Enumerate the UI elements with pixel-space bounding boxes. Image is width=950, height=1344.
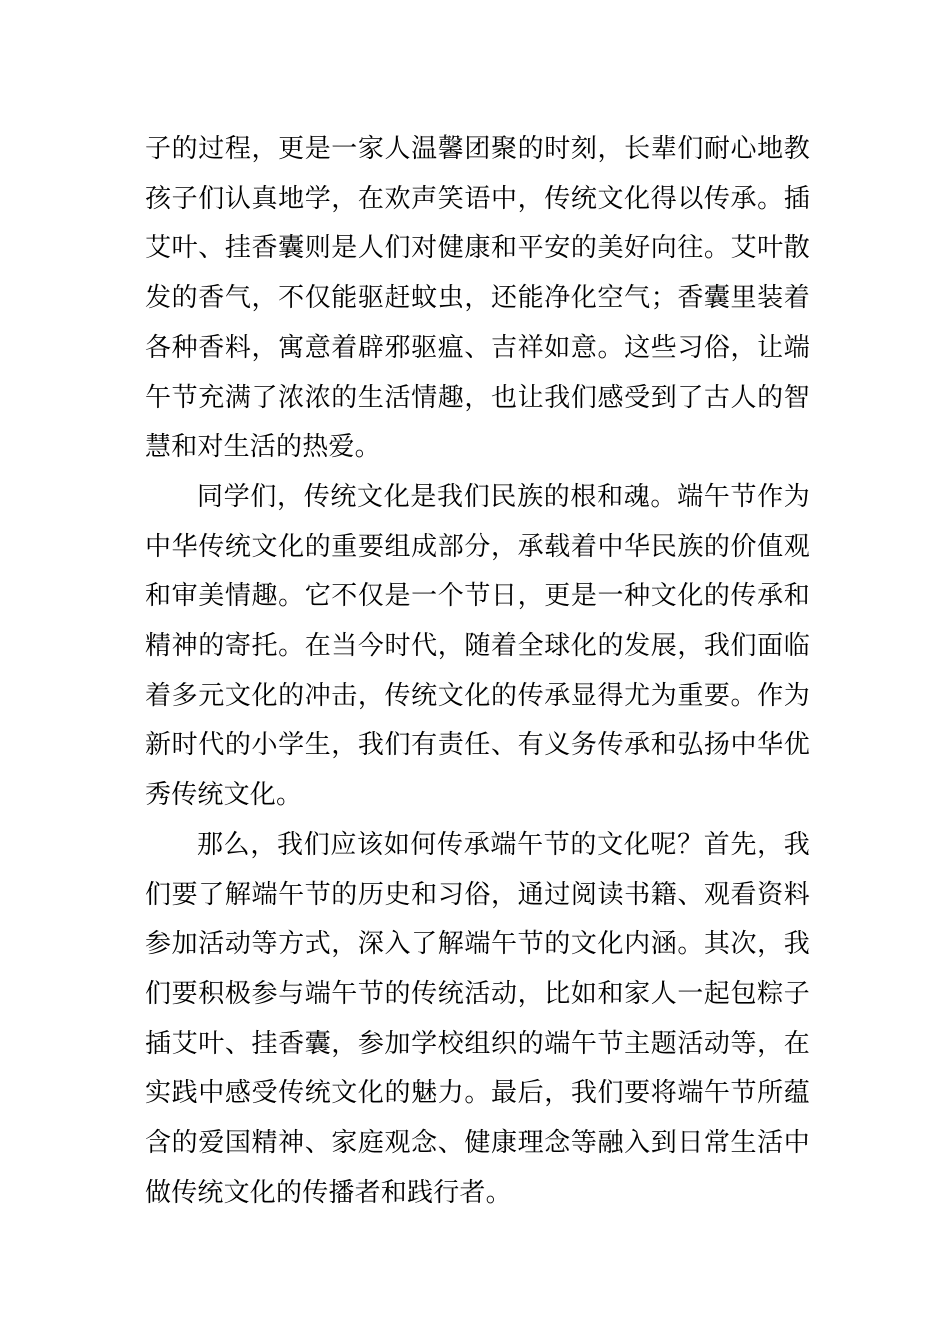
paragraph-continued: 子的过程，更是一家人温馨团聚的时刻，长辈们耐心地教孩子们认真地学，在欢声笑语中，传统文化得以传承。插艾叶、挂香囊则是人们对健康和平安的美好向往。艾叶散发的香气，不仅能驱赶蚊虫，还能净化空气；香囊里装着各种香料，寓意着辟邪驱瘟、吉祥如意。这些习俗，让端午节充满了浓浓的生活情趣，也让我们感受到了古人的智慧和对生活的热爱。 (145, 134, 810, 463)
paragraph-how-to-inherit: 那么，我们应该如何传承端午节的文化呢？首先，我们要了解端午节的历史和习俗，通过阅读书籍、观看资料参加活动等方式，深入了解端午节的文化内涵。其次，我们要积极参与端午节的传统活动，比如和家人一起包粽子插艾叶、挂香囊，参加学校组织的端午节主题活动等，在实践中感受传统文化的魅力。最后，我们要将端午节所蕴含的爱国精神、家庭观念、健康理念等融入到日常生活中做传统文化的传播者和践行者。 (145, 829, 810, 1208)
paragraph-traditional-culture: 同学们，传统文化是我们民族的根和魂。端午节作为中华传统文化的重要组成部分，承载着中华民族的价值观和审美情趣。它不仅是一个节日，更是一种文化的传承和精神的寄托。在当今时代，随着全球化的发展，我们面临着多元文化的冲击，传统文化的传承显得尤为重要。作为新时代的小学生，我们有责任、有义务传承和弘扬中华优秀传统文化。 (145, 481, 810, 811)
document-body (145, 125, 810, 1218)
